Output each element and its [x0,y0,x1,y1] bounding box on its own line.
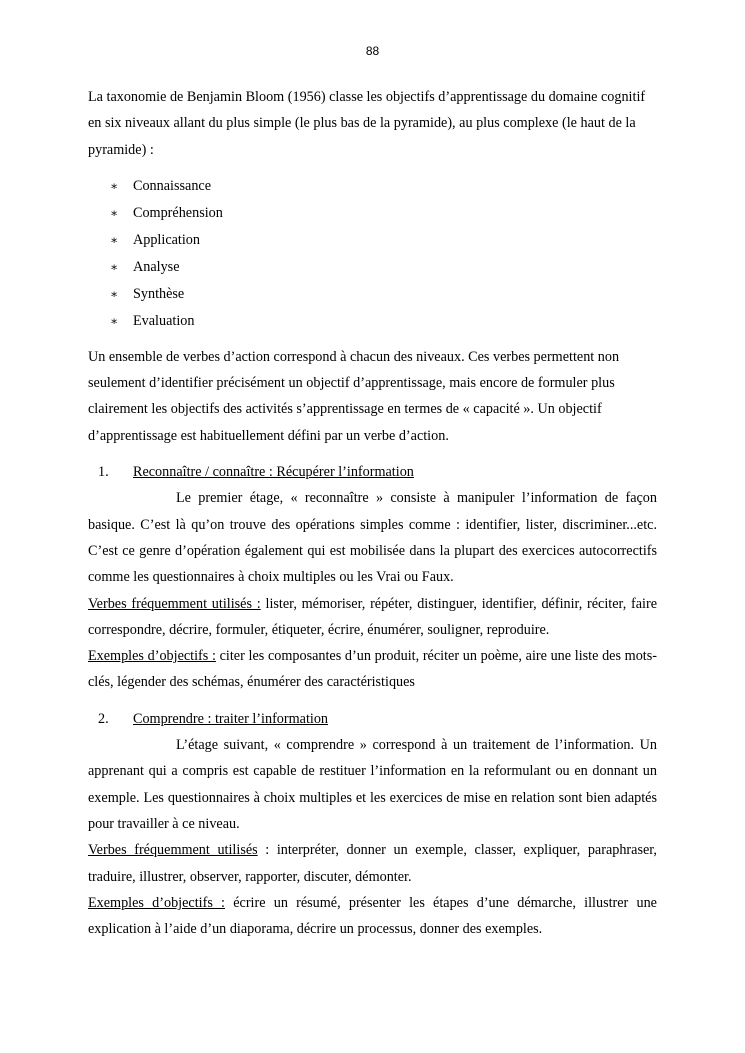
asterisk-bullet-icon: ∗ [110,232,119,247]
examples-text: citer les composantes d’un produit, réciter un poème, aire une liste des mots-clés, légender des schémas, énumérer des caractéristiques [88,648,657,691]
section-body: L’étage suivant, « comprendre » correspond à un traitement de l’information. Un apprenant qui a compris est capable de restituer l’information en la reformulant ou en donnant un exemple. Les questionnaires à choix multiples et les exercices de mise en relation sont bien adaptés pour travailler à ce niveau. [88,737,657,832]
list-item: ∗ Connaissance [88,173,657,200]
taxonomy-levels-list [88,173,657,335]
examples-label: Exemples d’objectifs : [88,648,216,665]
intro-paragraph: La taxonomie de Benjamin Bloom (1956) classe les objectifs d’apprentissage du domaine cognitif en six niveaux allant du plus simple (le plus bas de la pyramide), au plus complexe (le haut de la pyramide) : [88,89,646,158]
section-title: Reconnaître / connaître : Récupérer l’information [133,464,414,481]
examples-paragraph [88,890,657,943]
page-content [88,84,657,942]
action-verbs-paragraph: Un ensemble de verbes d’action correspond à chacun des niveaux. Ces verbes permettent non seulement d’identifier précisément un objectif d’apprentissage, mais encore de formuler plus clairement les objectifs des activités s’apprentissage en termes de « capacité ». Un objectif d’apprentissage est habituellement défini par un verbe d’action. [88,348,620,444]
section-number: 2. [98,710,109,727]
list-item: ∗ Synthèse [88,281,657,308]
section-heading-understand [88,706,657,732]
examples-paragraph [88,643,657,696]
list-item: ∗ Evaluation [88,308,657,335]
asterisk-bullet-icon: ∗ [110,286,119,301]
section-heading-recognize [88,459,657,485]
examples-label: Exemples d’objectifs : [88,894,225,911]
asterisk-bullet-icon: ∗ [110,205,119,220]
list-item: ∗ Application [88,227,657,254]
section-body: Le premier étage, « reconnaître » consiste à manipuler l’information de façon basique. C’est là qu’on trouve des opérations simples comme : identifier, lister, discriminer...etc. C’est ce genre d’opération également qui est mobilisée dans la plupart des exercices autocorrectifs comme les questionnaires à choix multiples ou les Vrai ou Faux. [88,490,657,586]
examples-text: écrire un résumé, présenter les étapes d’une démarche, illustrer une explication à l’aide d’un diaporama, décrire un processus, donner des exemples. [88,894,657,938]
verbs-text: : interpréter, donner un exemple, classer, expliquer, paraphraser, traduire, illustrer, observer, rapporter, discuter, démonter. [88,842,657,885]
section-number: 1. [98,464,109,481]
verbs-paragraph [88,591,657,644]
verbs-label: Verbes fréquemment utilisés [88,842,258,859]
asterisk-bullet-icon: ∗ [110,259,119,274]
verbs-text: lister, mémoriser, répéter, distinguer, identifier, définir, réciter, faire correspondre, décrire, formuler, étiqueter, écrire, énumérer, souligner, reproduire. [88,595,658,638]
asterisk-bullet-icon: ∗ [110,313,119,328]
asterisk-bullet-icon: ∗ [110,178,119,193]
section-title: Comprendre : traiter l’information [133,710,329,727]
list-item: ∗ Analyse [88,254,657,281]
list-item: ∗ Compréhension [88,200,657,227]
page-number: 88 [365,44,380,58]
verbs-label: Verbes fréquemment utilisés : [88,595,261,612]
verbs-paragraph [88,837,657,890]
